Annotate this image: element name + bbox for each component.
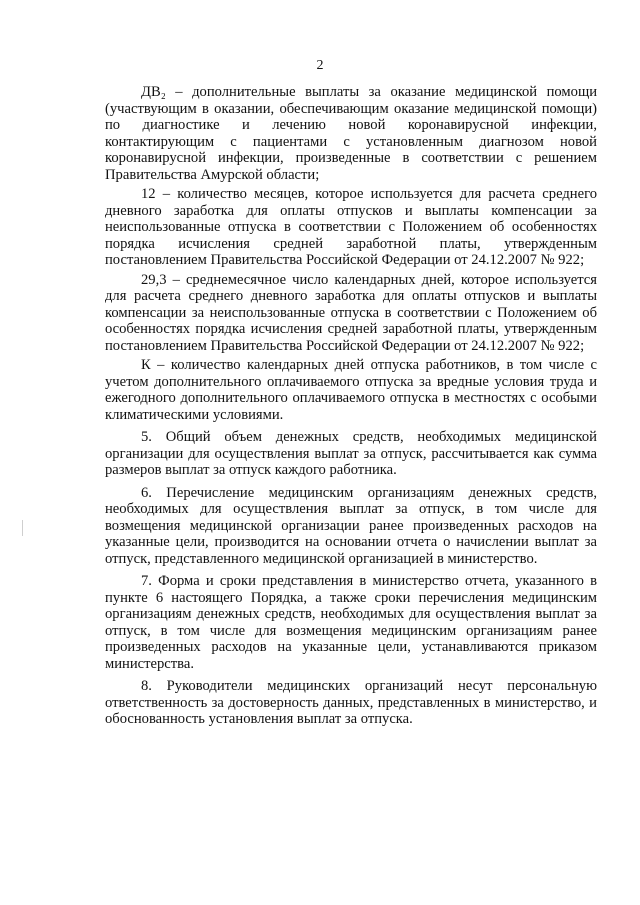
page-number: 2 xyxy=(316,58,324,73)
paragraph-29-3-definition: 29,3 – среднемесячное число календарных дней, которое используется для расчета среднего дневного заработка для оплаты отпусков и выплаты компенсации за неиспользованные отпуска в соответствии с Положением об особенностях порядка исчисления средней заработной платы, утвержденным постановлением Правительства Российской Федерации от 24.12.2007 № 922; xyxy=(105,271,597,354)
paragraph-k-definition: К – количество календарных дней отпуска работников, в том числе с учетом дополнительного оплачиваемого отпуска за вредные условия труда и ежегодного дополнительного оплачиваемого отпуска в местностях с особыми климатическими условиями. xyxy=(105,357,597,423)
paragraph-12-months-definition: 12 – количество месяцев, которое используется для расчета среднего дневного заработка для оплаты отпусков и выплаты компенсации за неиспользованные отпуска в соответствии с Положением об особенностях порядка исчисления средней заработной платы, утвержденным постановлением Правительства Российской Федерации от 24.12.2007 № 922; xyxy=(105,186,597,268)
paragraph-item-7: 7. Форма и сроки представления в министерство отчета, указанного в пункте 6 настоящего Порядка, а также сроки перечисления медицинским организациям денежных средств, необходимых для осуществления выплат за отпуск, в том числе для возмещения медицинским организациям ранее произведенных расходов на указанные цели, устанавливаются приказом министерства. xyxy=(105,573,597,672)
paragraph-item-8: 8. Руководители медицинских организаций несут персональную ответственность за достоверность данных, представленных в министерство, и обоснованность установления выплат за отпуска. xyxy=(105,678,597,727)
paragraph-item-5: 5. Общий объем денежных средств, необходимых медицинской организации для осуществления выплат за отпуск, рассчитывается как сумма размеров выплат за отпуск каждого работника. xyxy=(105,429,597,478)
margin-mark xyxy=(22,520,23,536)
paragraph-item-6: 6. Перечисление медицинским организациям денежных средств, необходимых для осуществления выплат за отпуск, в том числе для возмещения медицинской организации ранее произведенных расходов на указанные цели, производится на основании отчета о начислении выплат за отпуск, представленного медицинской организацией в министерство. xyxy=(105,484,597,567)
paragraph-dv2-definition: ДВ₂ – дополнительные выплаты за оказание медицинской помощи (участвующим в оказании, обеспечивающим оказание медицинской помощи) по диагностике и лечению новой коронавирусной инфекции, контактирующим с пациентами с установленным диагнозом новой коронавирусной инфекции, произведенные в соответствии с решением Правительства Амурской области; xyxy=(105,84,597,183)
document-body xyxy=(105,84,597,731)
